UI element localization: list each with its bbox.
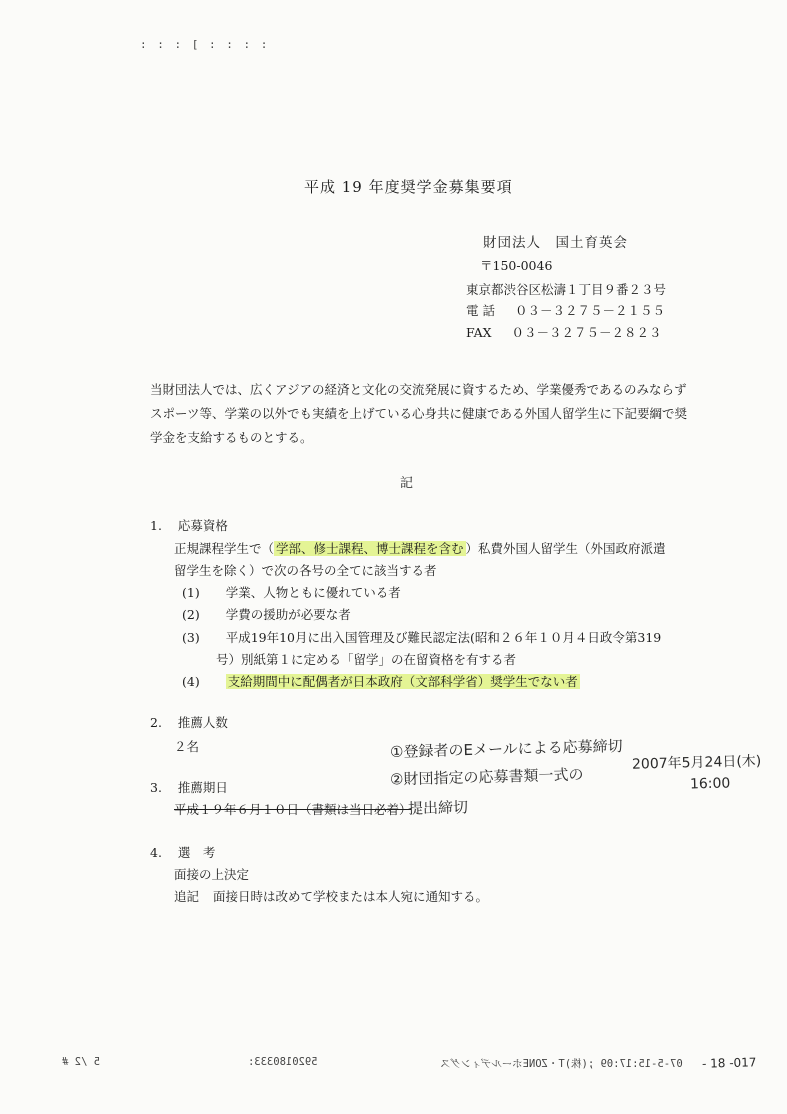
- section-2-heading: [150, 713, 228, 731]
- section-3-title: 推薦期日: [177, 780, 228, 795]
- section-2-value: ２名: [174, 739, 200, 754]
- org-name: 財団法人 国土育英会: [483, 235, 628, 251]
- s1-item: [182, 583, 401, 601]
- org-fax-label: FAX: [466, 325, 492, 340]
- fax-footer-number: [248, 1056, 318, 1068]
- handwritten-note-1: ①登録者のEメールによる応募締切: [389, 736, 623, 762]
- fax-footer-sender: [440, 1056, 683, 1071]
- s1-item-number: (1): [182, 585, 200, 600]
- section-1-lead-highlight: 学部、修士課程、博士課程を含む: [276, 541, 464, 556]
- fax-footer-handwritten: - 18 -017: [701, 1055, 757, 1071]
- fax-footer-page: [62, 1056, 100, 1068]
- section-2-number: 2.: [150, 715, 162, 730]
- section-4-line-2: [174, 887, 488, 905]
- section-1-lead-b: ）私費外国人留学生（外国政府派遣: [465, 541, 666, 556]
- section-4-heading: [150, 843, 215, 861]
- s1-item-text-highlighted: 支給期間中に配偶者が日本政府（文部科学省）奨学生でない者: [227, 674, 578, 689]
- section-1-lead: [174, 539, 666, 557]
- section-1-heading: [150, 516, 228, 534]
- section-2-title: 推薦人数: [177, 715, 228, 730]
- s1-item-number: (2): [182, 607, 200, 622]
- s1-item-continuation: 号）別紙第１に定める「留学」の在留資格を有する者: [216, 652, 517, 667]
- org-address: 東京都渋谷区松濤１丁目９番２３号: [466, 282, 667, 297]
- s1-item-number: (3): [182, 630, 200, 645]
- section-4-line-2-label: 追記: [174, 889, 200, 904]
- section-4-line-2-text: 面接日時は改めて学校または本人宛に通知する。: [212, 889, 488, 904]
- s1-item: [182, 628, 661, 646]
- section-1-title: 応募資格: [177, 518, 228, 533]
- section-3-heading: [150, 778, 228, 796]
- fax-footer-page-text: 5 /2 #: [62, 1056, 100, 1068]
- fax-footer-number-text: 5920180333:: [248, 1056, 318, 1068]
- org-tel-row: [466, 301, 665, 319]
- fax-header-marks: : : : [ : : : :: [140, 38, 270, 51]
- handwritten-note-3: 提出締切: [407, 798, 469, 818]
- s1-item: [182, 605, 351, 623]
- s1-item-text: 学費の援助が必要な者: [225, 607, 351, 622]
- section-1-number: 1.: [150, 518, 162, 533]
- section-3-number: 3.: [150, 780, 162, 795]
- s1-item-text: 平成19年10月に出入国管理及び難民認定法(昭和２６年１０月４日政令第319: [225, 630, 662, 645]
- org-fax: ０３－３２７５－２８２３: [511, 325, 662, 340]
- handwritten-time: 16:00: [689, 775, 731, 793]
- s1-item: [182, 672, 580, 690]
- org-tel-label: 電 話: [466, 303, 495, 318]
- org-fax-row: [466, 323, 662, 341]
- section-4-line-1: 面接の上決定: [174, 867, 250, 882]
- org-postal: 〒150-0046: [480, 258, 553, 273]
- handwritten-note-2: ②財団指定の応募書類一式の: [389, 765, 584, 789]
- section-3-value-struck: 平成１９年６月１０日（書類は当日必着）: [174, 802, 412, 817]
- section-1-lead-2: 留学生を除く）で次の各号の全てに該当する者: [174, 563, 437, 578]
- handwritten-date: 2007年5月24日(木): [631, 753, 762, 773]
- section-4-title: 選 考: [177, 845, 216, 860]
- intro-paragraph: 当財団法人では、広くアジアの経済と文化の交流発展に資するため、学業優秀であるのみならずスポーツ等、学業の以外でも実績を上げている心身共に健康である外国人留学生に下記要綱で奨学金を支給するものとする。: [150, 382, 688, 445]
- fax-footer-sender-text: 07-5-15:17:09 ;(株)T・ZONEホールディングス: [440, 1058, 683, 1070]
- section-4-number: 4.: [150, 845, 162, 860]
- document-title: 平成 19 年度奨学金募集要項: [304, 178, 513, 196]
- ki-heading: 記: [400, 476, 414, 491]
- org-tel: ０３－３２７５－２１５５: [514, 303, 665, 318]
- s1-item-text: 学業、人物ともに優れている者: [225, 585, 401, 600]
- s1-item-number: (4): [182, 674, 200, 689]
- section-1-lead-a: 正規課程学生で（: [174, 541, 275, 556]
